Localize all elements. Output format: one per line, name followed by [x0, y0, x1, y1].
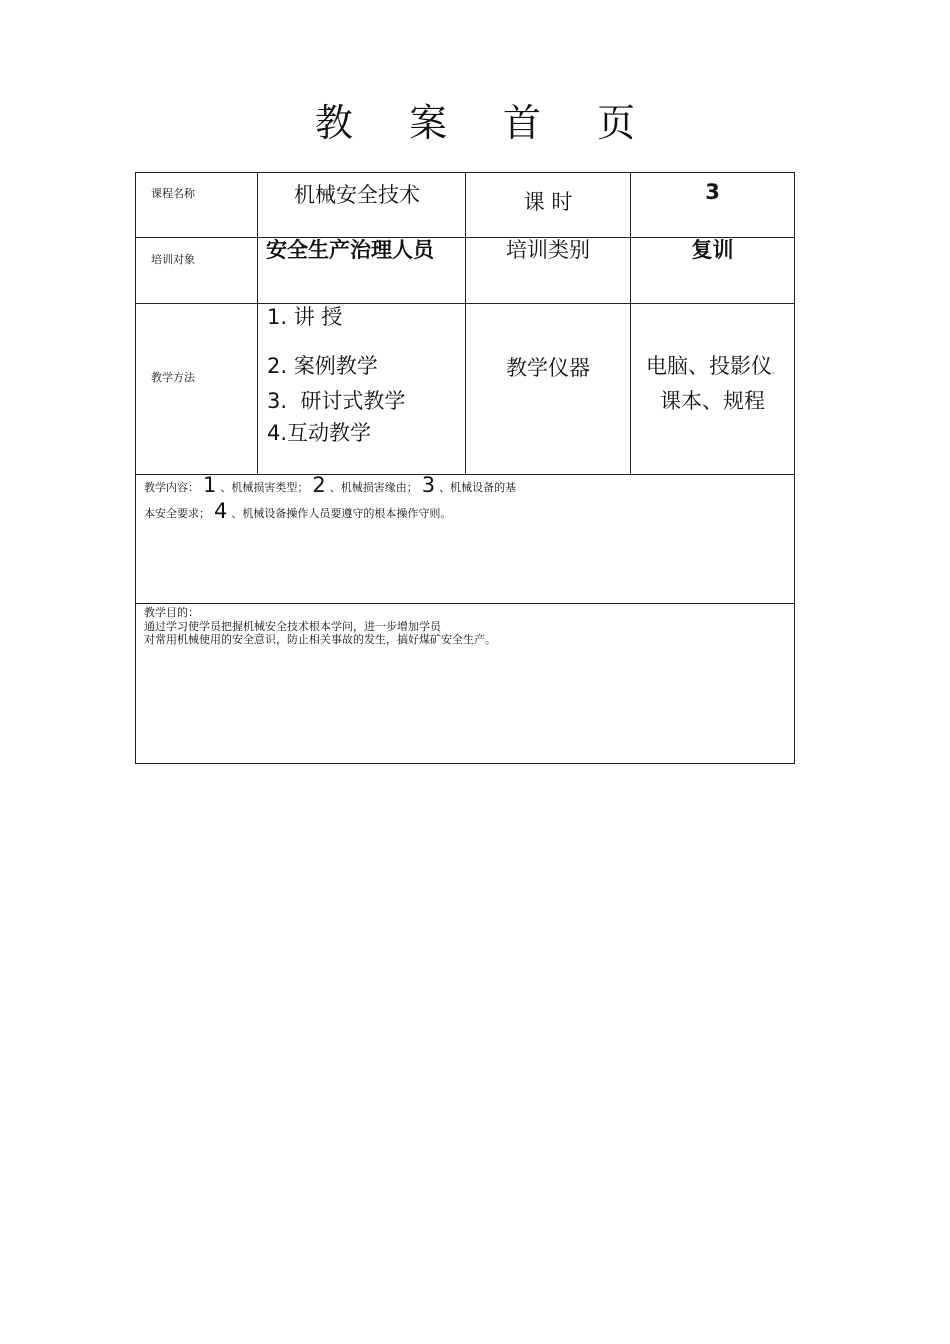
- training-category-value: 复训: [691, 238, 734, 262]
- content-prefix: 本安全要求；: [144, 507, 210, 520]
- hours-label: 课 时: [523, 190, 573, 214]
- course-name-label: 课程名称: [151, 187, 195, 200]
- lesson-plan-table: [135, 172, 795, 764]
- teaching-purpose-label: 教学目的：: [144, 606, 199, 619]
- training-category-label: 培训类别: [506, 238, 590, 262]
- teaching-method-item: 3. 研讨式教学: [267, 389, 406, 413]
- course-name-value: 机械安全技术: [294, 183, 420, 207]
- teaching-method-item: 2. 案例教学: [267, 354, 378, 378]
- hours-value: 3: [705, 180, 720, 204]
- instrument-line1-tail: 、: [772, 367, 779, 375]
- content-item: 、机械设备的基: [439, 481, 517, 494]
- teaching-content-line1: [144, 473, 517, 497]
- instrument-line1-text: 电脑、投影仪: [646, 354, 772, 378]
- teaching-instrument-label: 教学仪器: [506, 356, 590, 380]
- column-divider: [257, 173, 258, 474]
- content-number: 4: [214, 499, 228, 523]
- row-divider: [136, 474, 794, 475]
- teaching-method-label: 教学方法: [151, 371, 195, 384]
- row-divider: [136, 603, 794, 604]
- content-prefix: 教学内容：: [144, 481, 199, 494]
- content-number: 1: [203, 473, 217, 497]
- teaching-method-item: 4.互动教学: [267, 421, 372, 445]
- column-divider: [630, 173, 631, 474]
- training-target-label: 培训对象: [151, 253, 195, 266]
- teaching-instrument-line1: [631, 350, 794, 380]
- column-divider: [465, 173, 466, 474]
- page-title: 教 案 首 页: [314, 101, 658, 145]
- teaching-method-item: 1. 讲 授: [267, 305, 343, 329]
- teaching-instrument-line2: 课本、规程: [660, 389, 765, 413]
- content-item: 、机械损害类型；: [220, 481, 309, 494]
- teaching-content-line2: [144, 499, 452, 523]
- teaching-purpose-line2: 对常用机械使用的安全意识，防止相关事故的发生，搞好煤矿安全生产。: [144, 633, 496, 646]
- training-target-value: 安全生产治理人员: [266, 238, 434, 262]
- content-item: 、机械损害缘由；: [329, 481, 418, 494]
- teaching-purpose-line1: 通过学习使学员把握机械安全技术根本学问，进一步增加学员: [144, 620, 441, 633]
- content-item: 、机械设备操作人员要遵守的根本操作守则。: [231, 507, 452, 520]
- content-number: 3: [421, 473, 436, 497]
- content-number: 2: [312, 473, 326, 497]
